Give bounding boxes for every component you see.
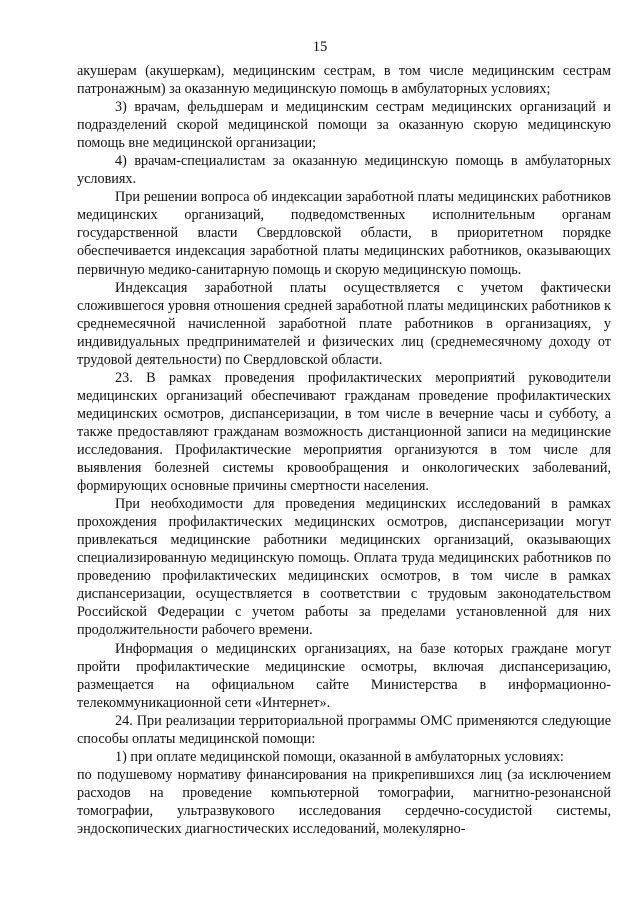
paragraph: 4) врачам-специалистам за оказанную медицинскую помощь в амбулаторных условиях. <box>77 153 611 188</box>
paragraph: 1) при оплате медицинской помощи, оказанной в амбулаторных условиях: <box>115 748 564 765</box>
paragraph: по подушевому нормативу финансирования на прикрепившихся лиц (за исключением расходов на проведение компьютерной томографии, магнитно-резонансной томографии, ультразвукового исследования сердечно-сосудистой системы, эндоскопических диагностических исследований, молекулярно- <box>77 766 611 837</box>
body-text <box>77 62 611 838</box>
paragraph: При необходимости для проведения медицинских исследований в рамках прохождения профилактических медицинских осмотров, диспансеризации могут привлекаться медицинские работники медицинских организаций, оказывающих специализированную медицинскую помощь. Оплата труда медицинских работников по проведению профилактических медицинских осмотров, в том числе в рамках диспансеризации, осуществляется в соответствии с трудовым законодательством Российской Федерации с учетом работы за пределами установленной для них продолжительности рабочего времени. <box>77 496 611 639</box>
paragraph: 23. В рамках проведения профилактических мероприятий руководители медицинских организаций обеспечивают гражданам проведение профилактических медицинских осмотров, диспансеризации, в том числе в вечерние часы и субботу, а также предоставляют гражданам возможность дистанционной записи на медицинские исследования. Профилактические мероприятия организуются в том числе для выявления болезней системы кровообращения и онкологических заболеваний, формирующих основные причины смертности населения. <box>77 369 611 495</box>
paragraph: Информация о медицинских организациях, на базе которых граждане могут пройти профилактические медицинские осмотры, включая диспансеризацию, размещается на официальном сайте Министерства в информационно-телекоммуникационной сети «Интернет». <box>77 640 611 711</box>
paragraph: 24. При реализации территориальной программы ОМС применяются следующие способы оплаты медицинской помощи: <box>77 712 611 747</box>
paragraph: 3) врачам, фельдшерам и медицинским сестрам медицинских организаций и подразделений скорой медицинской помощи за оказанную скорую медицинскую помощь вне медицинской организации; <box>77 99 611 152</box>
paragraph: акушерам (акушеркам), медицинским сестрам, в том числе медицинским сестрам патронажным) за оказанную медицинскую помощь в амбулаторных условиях; <box>77 63 611 98</box>
page-number: 15 <box>312 39 328 55</box>
paragraph: Индексация заработной платы осуществляется с учетом фактически сложившегося уровня отношения средней заработной платы медицинских работников к среднемесячной начисленной заработной плате работников в организациях, у индивидуальных предпринимателей и физических лиц (среднемесячному доходу от трудовой деятельности) по Свердловской области. <box>77 279 611 368</box>
paragraph: При решении вопроса об индексации заработной платы медицинских работников медицинских организаций, подведомственных исполнительным органам государственной власти Свердловской области, в приоритетном порядке обеспечивается индексация заработной платы медицинских работников, оказывающих первичную медико-санитарную помощь и скорую медицинскую помощь. <box>77 189 611 278</box>
